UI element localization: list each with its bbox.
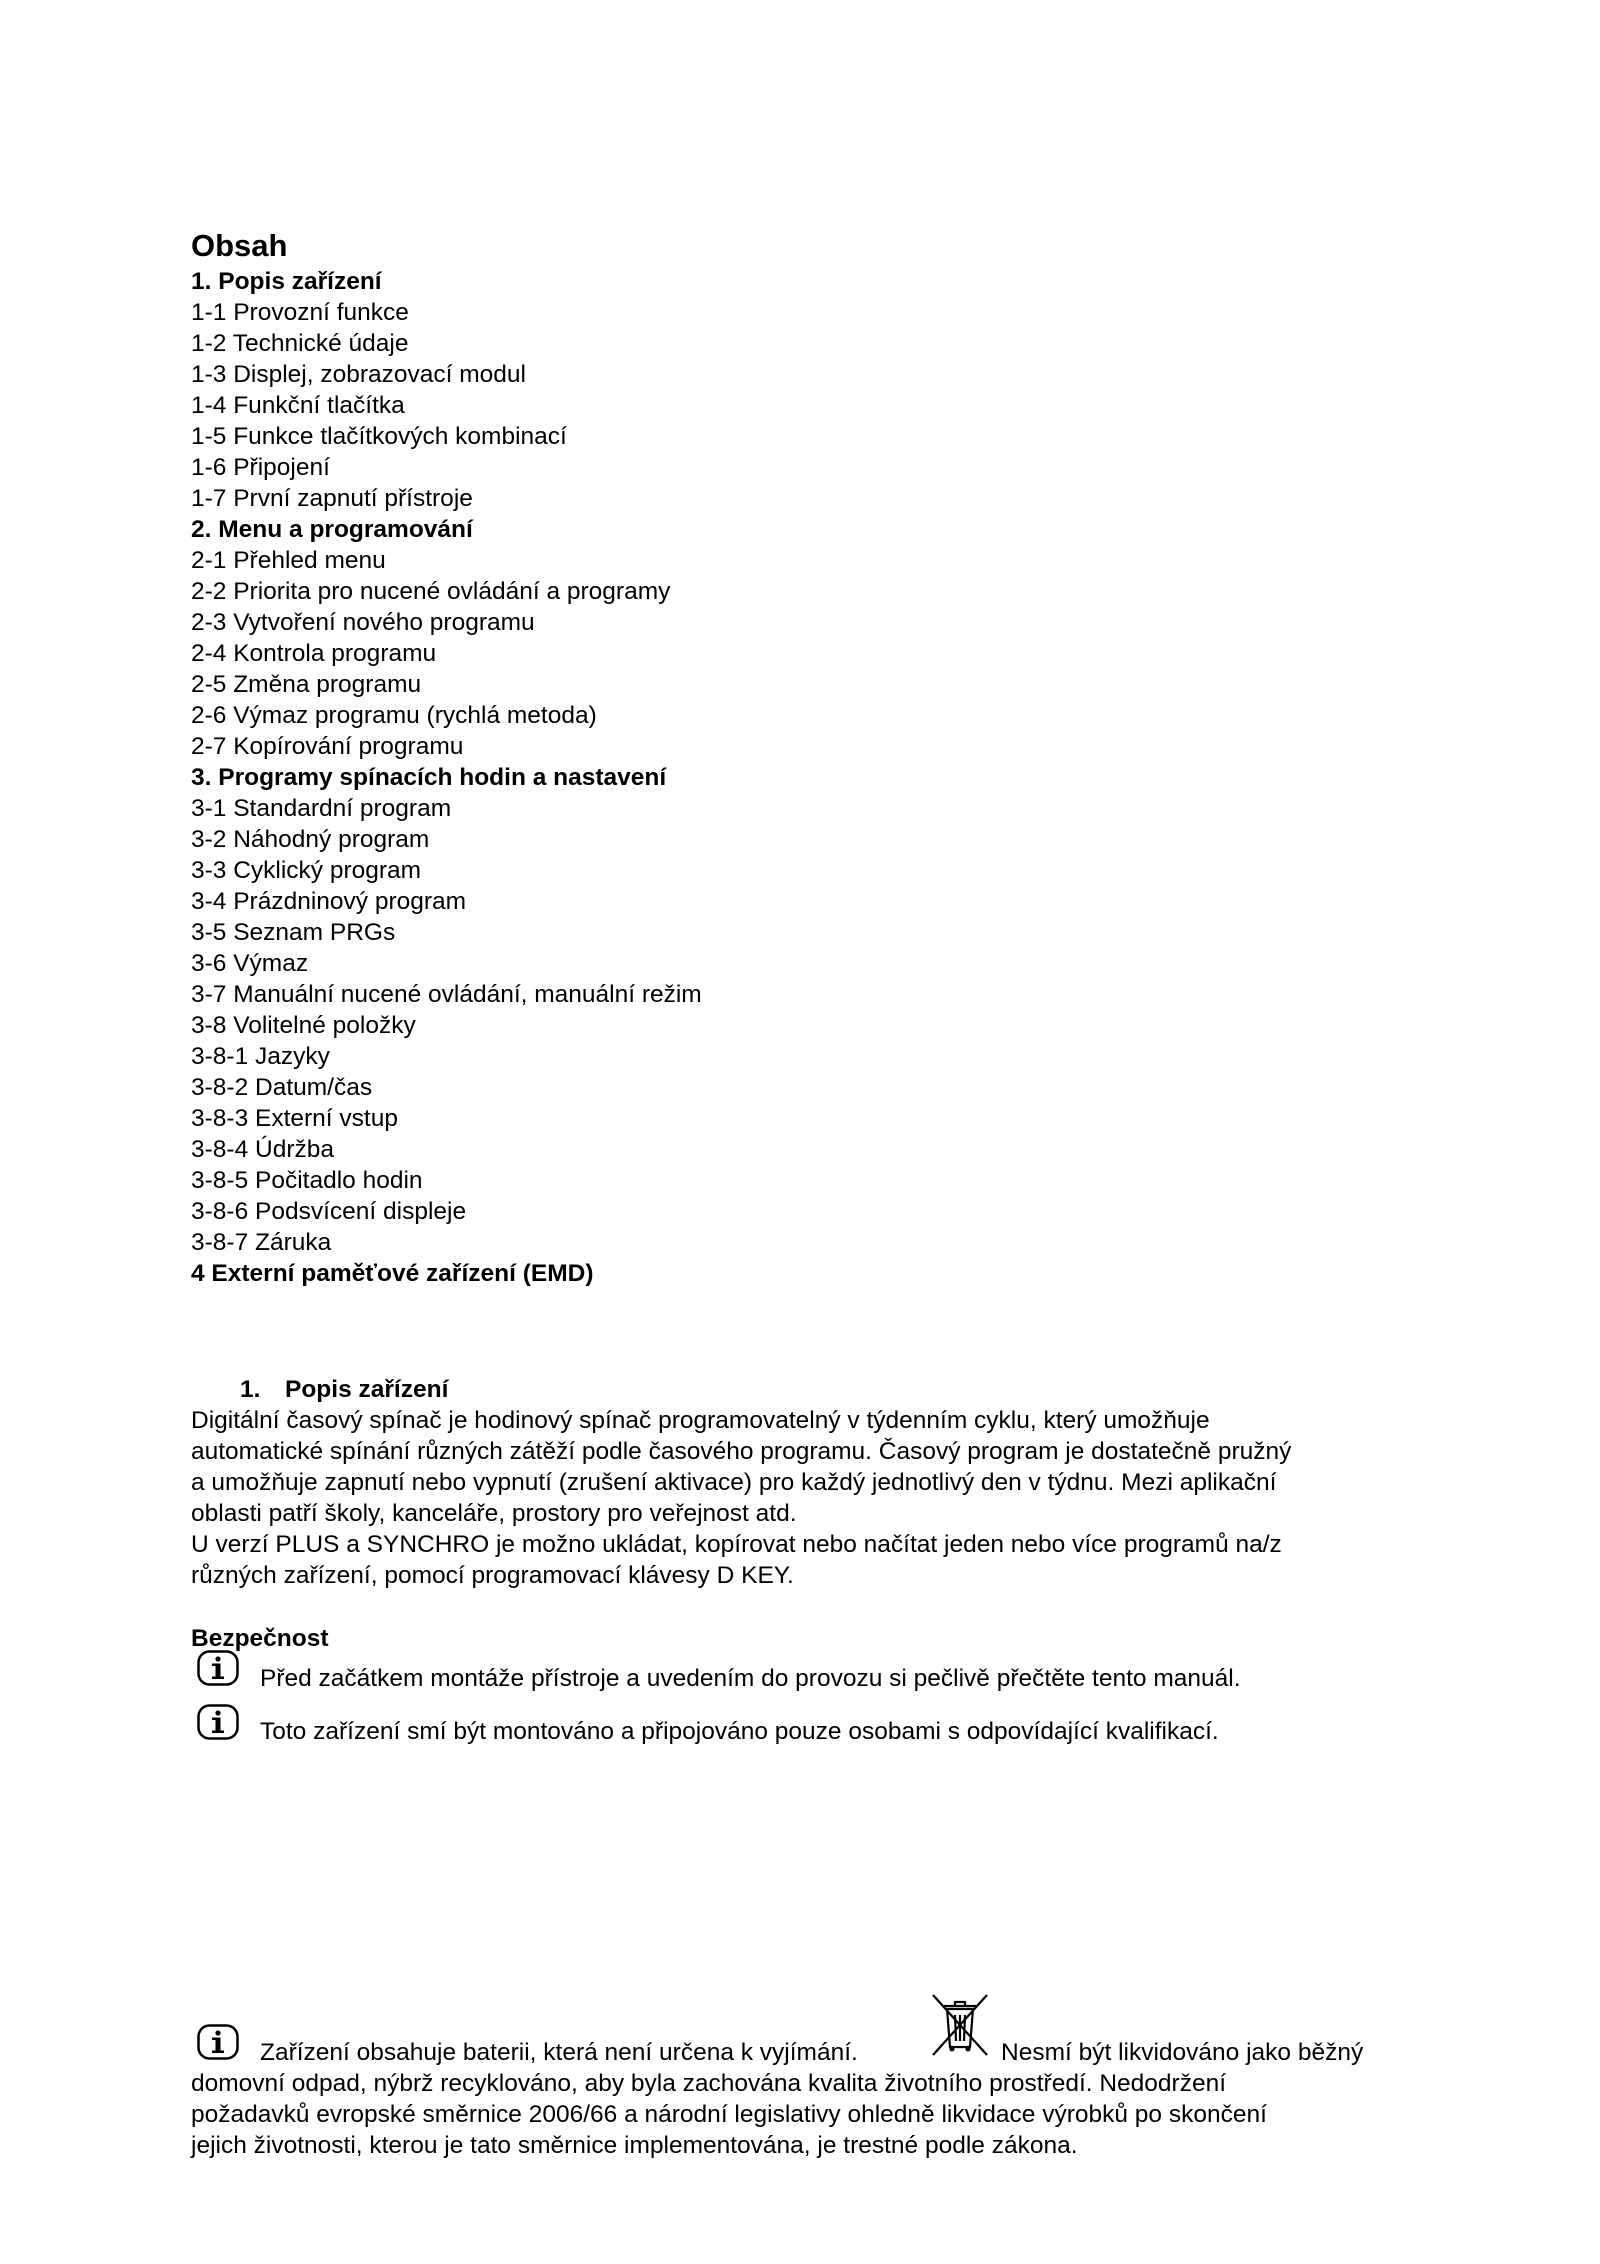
toc-entry: 3-8-1 Jazyky [191, 1043, 330, 1070]
info-icon [197, 2024, 239, 2060]
toc-entry: 3-8-7 Záruka [191, 1229, 332, 1256]
toc-entry: 3-8-5 Počitadlo hodin [191, 1167, 423, 1194]
toc-entry: 2-5 Změna programu [191, 671, 422, 698]
disposal-line: požadavků evropské směrnice 2006/66 a národní legislativy ohledně likvidace výrobků po skončení [191, 2101, 1267, 2128]
toc-entry: 3-8 Volitelné položky [191, 1012, 416, 1039]
info-icon [197, 1650, 239, 1686]
paragraph-line: U verzí PLUS a SYNCHRO je možno ukládat, kopírovat nebo načítat jeden nebo více programů na/z [191, 1531, 1282, 1558]
toc-entry: 2-6 Výmaz programu (rychlá metoda) [191, 702, 597, 729]
toc-entry: 3-3 Cyklický program [191, 857, 422, 884]
disposal-line: jejich životnosti, kterou je tato směrnice implementována, je trestné podle zákona. [191, 2132, 1078, 2159]
toc-entry: 2-1 Přehled menu [191, 547, 386, 574]
toc-entry: 1-6 Připojení [191, 454, 330, 481]
safety-heading: Bezpečnost [191, 1625, 329, 1652]
paragraph-line: oblasti patří školy, kanceláře, prostory pro veřejnost atd. [191, 1500, 797, 1527]
toc-chapter: 4 Externí paměťové zařízení (EMD) [191, 1260, 594, 1287]
toc-entry: 1-4 Funkční tlačítka [191, 392, 405, 419]
toc-entry: 1-7 První zapnutí přístroje [191, 485, 473, 512]
description-paragraph [191, 1405, 1421, 1591]
section-title: Popis zařízení [285, 1376, 449, 1403]
toc-entry: 3-4 Prázdninový program [191, 888, 467, 915]
info-icon [197, 1704, 239, 1740]
toc-entry: 3-8-6 Podsvícení displeje [191, 1198, 467, 1225]
toc-entry: 3-8-2 Datum/čas [191, 1074, 373, 1101]
paragraph-line: Digitální časový spínač je hodinový spínač programovatelný v týdenním cyklu, který umožňuje [191, 1407, 1210, 1434]
toc-entry: 3-8-4 Údržba [191, 1136, 334, 1163]
safety-note-2-text: Toto zařízení smí být montováno a připojováno pouze osobami s odpovídající kvalifikací. [260, 1718, 1219, 1745]
toc-entry: 1-2 Technické údaje [191, 330, 409, 357]
toc-entry: 2-7 Kopírování programu [191, 733, 464, 760]
toc-entry: 3-7 Manuální nucené ovládání, manuální režim [191, 981, 702, 1008]
toc-entry: 1-5 Funkce tlačítkových kombinací [191, 423, 567, 450]
section-heading [191, 1374, 448, 1405]
paragraph-line: různých zařízení, pomocí programovací klávesy D KEY. [191, 1562, 794, 1589]
toc-chapter: 1. Popis zařízení [191, 268, 382, 295]
toc-entry: 2-2 Priorita pro nucené ovládání a programy [191, 578, 671, 605]
toc-entry: 1-1 Provozní funkce [191, 299, 409, 326]
disposal-line: domovní odpad, nýbrž recyklováno, aby byla zachována kvalita životního prostředí. Nedodržení [191, 2070, 1227, 2097]
disposal-paragraph [191, 2068, 1421, 2161]
document-page [191, 226, 1421, 2159]
toc-title: Obsah [191, 228, 288, 263]
toc-entry: 3-5 Seznam PRGs [191, 919, 396, 946]
toc-entry: 2-4 Kontrola programu [191, 640, 437, 667]
safety-note-3-continuation: Nesmí být likvidováno jako běžný [1001, 2039, 1364, 2066]
toc-entry: 3-6 Výmaz [191, 950, 309, 977]
toc-entry: 3-8-3 Externí vstup [191, 1105, 398, 1132]
toc-entry: 3-2 Náhodný program [191, 826, 430, 853]
toc-entry: 2-3 Vytvoření nového programu [191, 609, 535, 636]
toc-chapter: 3. Programy spínacích hodin a nastavení [191, 764, 667, 791]
section-number: 1. [240, 1376, 261, 1403]
safety-note-1-text: Před začátkem montáže přístroje a uvedením do provozu si pečlivě přečtěte tento manuál. [260, 1665, 1241, 1692]
paragraph-line: automatické spínání různých zátěží podle časového programu. Časový program je dostatečně pružný [191, 1438, 1292, 1465]
paragraph-line: a umožňuje zapnutí nebo vypnutí (zrušení aktivace) pro každý jednotlivý den v týdnu. Mezi aplikační [191, 1469, 1277, 1496]
crossed-out-bin-icon [929, 1991, 991, 2059]
toc-entry: 3-1 Standardní program [191, 795, 452, 822]
toc-entry: 1-3 Displej, zobrazovací modul [191, 361, 526, 388]
toc-chapter: 2. Menu a programování [191, 516, 473, 543]
table-of-contents [191, 266, 1421, 1289]
safety-note-3-text: Zařízení obsahuje baterii, která není určena k vyjímání. [260, 2039, 858, 2066]
